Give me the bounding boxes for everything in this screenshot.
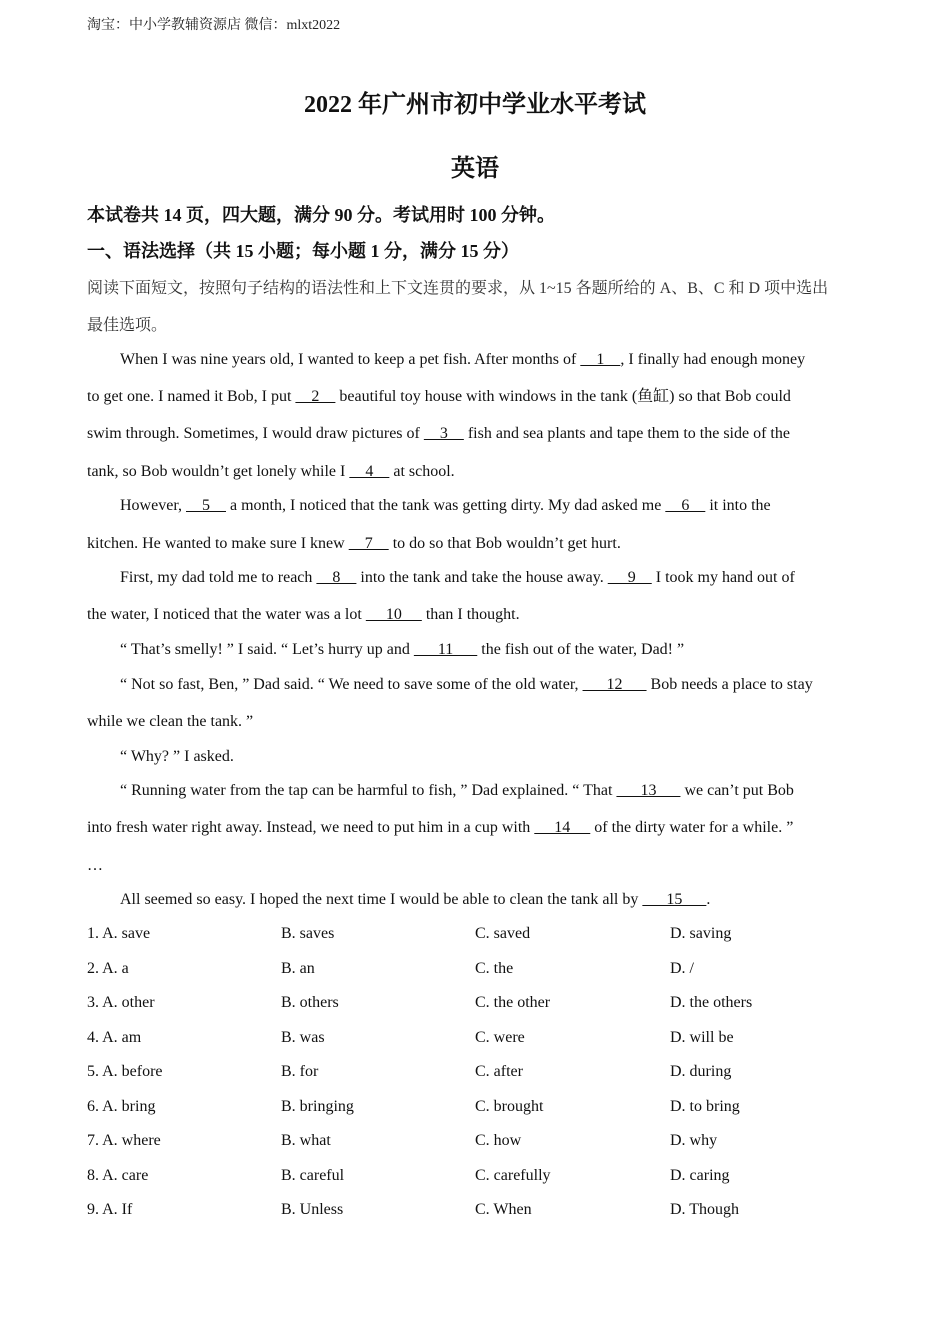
option-d: D. caring — [670, 1167, 730, 1184]
passage-text: at school. — [389, 463, 455, 480]
question-options-row — [87, 1201, 867, 1223]
blank-5: 5 — [186, 497, 226, 514]
passage-line — [87, 534, 867, 554]
option-d: D. why — [670, 1132, 718, 1149]
question-options-row — [87, 960, 867, 982]
blank-13: 13 — [616, 782, 681, 799]
section-heading: 一、语法选择（共 15 小题；每小题 1 分，满分 15 分） — [87, 241, 519, 261]
exam-info: 本试卷共 14 页，四大题，满分 90 分。考试用时 100 分钟。 — [87, 205, 555, 225]
blank-10: 10 — [365, 606, 422, 623]
option-c: C. When — [475, 1201, 532, 1218]
option-d: D. will be — [670, 1029, 734, 1046]
blank-1: 1 — [580, 351, 621, 368]
option-c: C. how — [475, 1132, 522, 1149]
option-a: 6. A. bring — [87, 1098, 156, 1115]
option-d: D. / — [670, 960, 694, 977]
option-c: C. were — [475, 1029, 525, 1046]
passage-text: When I was nine years old, I wanted to keep a pet fish. After months of — [120, 351, 581, 368]
question-options-row — [87, 1098, 867, 1120]
option-b: B. for — [281, 1063, 319, 1080]
exam-title: 2022 年广州市初中学业水平考试 — [304, 92, 646, 118]
passage-line — [120, 350, 900, 370]
passage-line — [87, 424, 867, 444]
option-a: 7. A. where — [87, 1132, 161, 1149]
option-c: C. carefully — [475, 1167, 551, 1184]
passage-text: I took my hand out of — [651, 569, 795, 586]
option-a: 5. A. before — [87, 1063, 163, 1080]
passage-text: it into the — [705, 497, 771, 514]
blank-14: 14 — [534, 819, 591, 836]
blank-9: 9 — [607, 569, 652, 586]
passage-text: the fish out of the water, Dad! ” — [477, 641, 685, 658]
question-options-row — [87, 1167, 867, 1189]
option-a: 2. A. a — [87, 960, 129, 977]
passage-text: kitchen. He wanted to make sure I knew — [87, 535, 349, 552]
option-d: D. the others — [670, 994, 753, 1011]
passage-text: “ Not so fast, Ben, ” Dad said. “ We need to save some of the old water, — [120, 676, 583, 693]
option-b: B. Unless — [281, 1201, 344, 1218]
passage-text: into fresh water right away. Instead, we need to put him in a cup with — [87, 819, 535, 836]
option-b: B. careful — [281, 1167, 345, 1184]
option-b: B. others — [281, 994, 339, 1011]
blank-2: 2 — [295, 388, 336, 405]
option-c: C. brought — [475, 1098, 544, 1115]
passage-text: Bob needs a place to stay — [646, 676, 813, 693]
option-b: B. saves — [281, 925, 335, 942]
passage-line — [120, 568, 900, 588]
option-d: D. saving — [670, 925, 732, 942]
option-c: C. after — [475, 1063, 523, 1080]
option-d: D. to bring — [670, 1098, 740, 1115]
passage-line — [120, 640, 900, 660]
option-a: 1. A. save — [87, 925, 151, 942]
passage-line — [87, 462, 867, 482]
option-b: B. an — [281, 960, 315, 977]
blank-12: 12 — [582, 676, 647, 693]
passage-text: swim through. Sometimes, I would draw pictures of — [87, 425, 424, 442]
option-d: D. during — [670, 1063, 732, 1080]
passage-text: than I thought. — [421, 606, 520, 623]
passage-text: However, — [120, 497, 186, 514]
question-options-row — [87, 1132, 867, 1154]
option-a: 8. A. care — [87, 1167, 149, 1184]
passage-line: “ Why? ” I asked. — [120, 748, 234, 765]
passage-text: tank, so Bob wouldn’t get lonely while I — [87, 463, 350, 480]
passage-line — [120, 496, 900, 516]
passage-text: All seemed so easy. I hoped the next time I would be able to clean the tank all by — [120, 891, 643, 908]
passage-text: “ That’s smelly! ” I said. “ Let’s hurry up and — [120, 641, 414, 658]
instruction-line-2: 最佳选项。 — [87, 317, 168, 334]
blank-15: 15 — [642, 891, 707, 908]
blank-7: 7 — [348, 535, 389, 552]
blank-8: 8 — [316, 569, 357, 586]
passage-line — [87, 818, 867, 838]
instruction-line-1: 阅读下面短文，按照句子结构的语法性和上下文连贯的要求，从 1~15 各题所给的 A、B、C 和 D 项中选出 — [87, 280, 829, 297]
passage-text: “ Running water from the tap can be harmful to fish, ” Dad explained. “ That — [120, 782, 617, 799]
option-b: B. what — [281, 1132, 331, 1149]
option-c: C. the other — [475, 994, 551, 1011]
passage-text: First, my dad told me to reach — [120, 569, 317, 586]
passage-text: into the tank and take the house away. — [356, 569, 608, 586]
passage-line — [87, 387, 867, 407]
option-b: B. bringing — [281, 1098, 354, 1115]
passage-text: fish and sea plants and tape them to the side of the — [463, 425, 790, 442]
blank-11: 11 — [413, 641, 478, 658]
blank-4: 4 — [349, 463, 390, 480]
option-a: 4. A. am — [87, 1029, 142, 1046]
option-c: C. the — [475, 960, 514, 977]
subject-title: 英语 — [451, 156, 499, 182]
option-a: 3. A. other — [87, 994, 155, 1011]
option-c: C. saved — [475, 925, 531, 942]
passage-line — [87, 605, 867, 625]
blank-3: 3 — [423, 425, 464, 442]
passage-text: to get one. I named it Bob, I put — [87, 388, 296, 405]
passage-text: . — [706, 891, 711, 908]
passage-line: while we clean the tank. ” — [87, 713, 254, 730]
blank-6: 6 — [665, 497, 706, 514]
question-options-row — [87, 1063, 867, 1085]
question-options-row — [87, 994, 867, 1016]
question-options-row — [87, 925, 867, 947]
header-note: 淘宝：中小学教辅资源店 微信：mlxt2022 — [87, 18, 341, 33]
passage-text: beautiful toy house with windows in the tank (鱼缸) so that Bob could — [335, 388, 791, 405]
passage-line — [120, 781, 900, 801]
ellipsis: … — [87, 857, 103, 874]
passage-text: the water, I noticed that the water was a lot — [87, 606, 366, 623]
option-a: 9. A. If — [87, 1201, 133, 1218]
passage-line — [120, 675, 900, 695]
option-d: D. Though — [670, 1201, 740, 1218]
passage-text: a month, I noticed that the tank was getting dirty. My dad asked me — [226, 497, 666, 514]
passage-text: to do so that Bob wouldn’t get hurt. — [388, 535, 621, 552]
option-b: B. was — [281, 1029, 325, 1046]
passage-text: of the dirty water for a while. ” — [590, 819, 794, 836]
passage-line — [120, 890, 900, 910]
passage-text: we can’t put Bob — [680, 782, 794, 799]
question-options-row — [87, 1029, 867, 1051]
passage-text: , I finally had enough money — [620, 351, 806, 368]
